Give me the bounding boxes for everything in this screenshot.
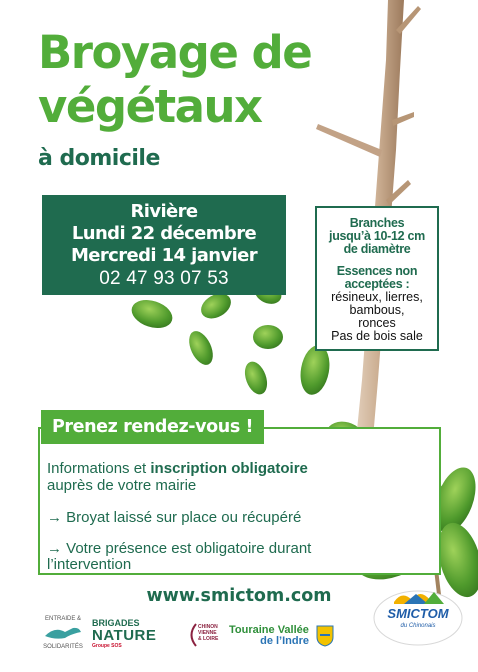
info-line-2: auprès de votre mairie — [47, 477, 197, 494]
chinon-text-3: & LOIRE — [198, 636, 219, 642]
chinon-logo — [186, 623, 224, 647]
touraine-logo — [229, 625, 309, 647]
town-name: Rivière — [130, 201, 198, 222]
entraide-bottom-text: SOLIDARITÉS — [43, 644, 83, 650]
info-line-1-a: Informations et — [47, 460, 151, 477]
conditions-box — [315, 206, 439, 351]
phone-number: 02 47 93 07 53 — [99, 268, 229, 289]
touraine-text-1: Touraine Vallée — [229, 624, 309, 636]
essences-line-1: Essences non — [336, 264, 418, 278]
touraine-text-2: de l’Indre — [260, 635, 309, 647]
chinon-swoosh-icon — [186, 623, 198, 647]
bullet-1: → Broyat laissé sur place ou récupéré — [47, 509, 302, 526]
page-title — [38, 26, 358, 134]
excluded-item-1: résineux, lierres, — [331, 290, 423, 304]
website-link[interactable]: www.smictom.com — [146, 586, 332, 606]
shield-icon — [316, 625, 334, 647]
info-line-1-b: inscription obligatoire — [150, 460, 308, 477]
bullet-2-continued: l’intervention — [47, 556, 132, 573]
branches-line-2: jusqu’à 10-12 cm — [329, 229, 425, 243]
bullet-2: → Votre présence est obligatoire durant — [47, 540, 312, 557]
hands-icon — [43, 624, 83, 642]
entraide-top-text: ENTRAIDE & — [44, 616, 81, 622]
title-line-2: végétaux — [38, 80, 262, 133]
smictom-logo — [372, 580, 464, 648]
brigades-nature-logo — [92, 618, 156, 650]
chinon-text-2: VIENNE — [198, 630, 217, 636]
brigades-text-3: Groupe SOS — [92, 643, 122, 649]
excluded-item-4: Pas de bois sale — [331, 329, 423, 343]
info-line-1 — [47, 460, 387, 477]
title-line-1: Broyage de — [38, 26, 312, 79]
branches-line-3: de diamètre — [343, 242, 411, 256]
brigades-text-1: BRIGADES — [92, 618, 140, 628]
chinon-text-1: CHINON — [198, 624, 218, 630]
appointment-banner: Prenez rendez-vous ! — [41, 410, 264, 444]
excluded-item-3: ronces — [358, 316, 396, 330]
subtitle: à domicile — [38, 146, 160, 171]
dates-box — [42, 195, 286, 295]
smictom-name: SMICTOM — [387, 606, 449, 621]
smictom-subtitle: du Chinonais — [400, 623, 436, 629]
date-1: Lundi 22 décembre — [71, 223, 257, 244]
entraide-logo — [40, 616, 86, 656]
essences-line-2: acceptées : — [344, 277, 410, 291]
date-2: Mercredi 14 janvier — [70, 245, 258, 266]
branches-line-1: Branches — [349, 216, 405, 230]
excluded-item-2: bambous, — [349, 303, 405, 317]
brigades-text-2: NATURE — [92, 627, 157, 644]
